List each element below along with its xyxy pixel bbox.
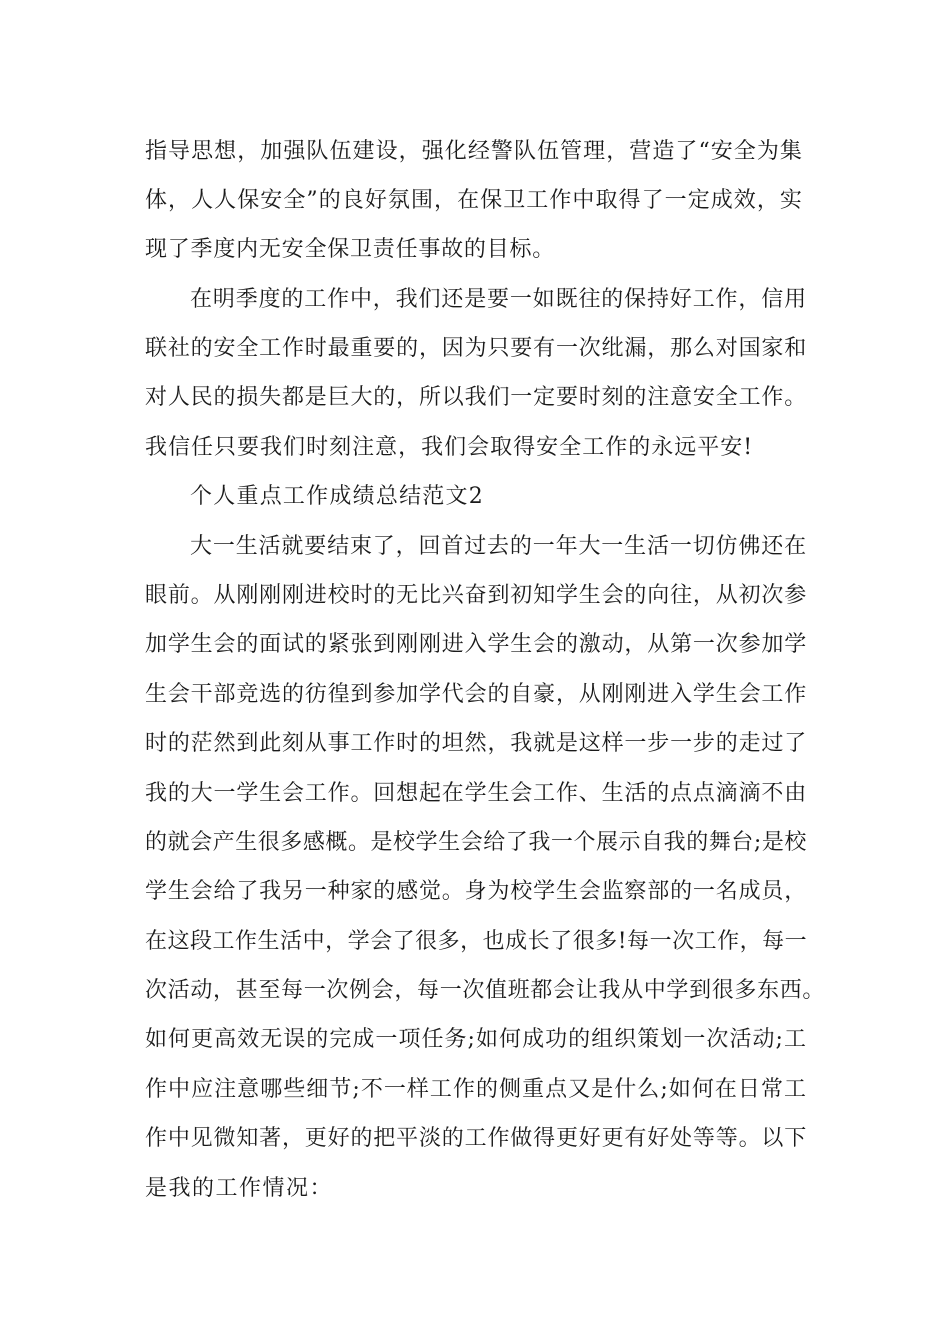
- paragraph-line: 指导思想，加强队伍建设，强化经警队伍管理，营造了“安全为集: [145, 139, 803, 164]
- paragraph-line: 作中见微知著，更好的把平淡的工作做得更好更有好处等等。以下: [145, 1126, 808, 1151]
- paragraph-line: 对人民的损失都是巨大的，所以我们一定要时刻的注意安全工作。: [145, 385, 808, 410]
- paragraph-line: 加学生会的面试的紧张到刚刚进入学生会的激动，从第一次参加学: [145, 632, 808, 657]
- paragraph-line: 体，人人保安全”的良好氛围，在保卫工作中取得了一定成效，实: [145, 188, 803, 213]
- paragraph-line: 我的大一学生会工作。回想起在学生会工作、生活的点点滴滴不由: [145, 781, 808, 806]
- paragraph-line: 现了季度内无安全保卫责任事故的目标。: [145, 237, 556, 262]
- paragraph-line: 我信任只要我们时刻注意，我们会取得安全工作的永远平安!: [145, 435, 754, 460]
- paragraph-line: 是我的工作情况：: [145, 1176, 334, 1201]
- paragraph-line: 次活动，甚至每一次例会，每一次值班都会让我从中学到很多东西。: [145, 978, 826, 1003]
- paragraph-line: 联社的安全工作时最重要的，因为只要有一次纰漏，那么对国家和: [145, 336, 808, 361]
- paragraph-line: 学生会给了我另一种家的感觉。身为校学生会监察部的一名成员，: [145, 879, 808, 904]
- paragraph-line: 眼前。从刚刚刚进校时的无比兴奋到初知学生会的向往，从初次参: [145, 583, 808, 608]
- paragraph-line: 作中应注意哪些细节;不一样工作的侧重点又是什么;如何在日常工: [145, 1077, 808, 1102]
- paragraph-line: 生会干部竞选的彷徨到参加学代会的自豪，从刚刚进入学生会工作: [145, 682, 808, 707]
- paragraph-line: 大一生活就要结束了，回首过去的一年大一生活一切仿佛还在: [190, 534, 807, 559]
- paragraph-line: 如何更高效无误的完成一项任务;如何成功的组织策划一次活动;工: [145, 1027, 808, 1052]
- paragraph-line: 的就会产生很多感概。是校学生会给了我一个展示自我的舞台;是校: [145, 830, 807, 855]
- paragraph-line: 时的茫然到此刻从事工作时的坦然，我就是这样一步一步的走过了: [145, 731, 808, 756]
- paragraph-line: 在明季度的工作中，我们还是要一如既往的保持好工作，信用: [190, 287, 807, 312]
- section-heading: 个人重点工作成绩总结范文2: [190, 484, 484, 509]
- paragraph-line: 在这段工作生活中，学会了很多，也成长了很多!每一次工作，每一: [145, 929, 808, 954]
